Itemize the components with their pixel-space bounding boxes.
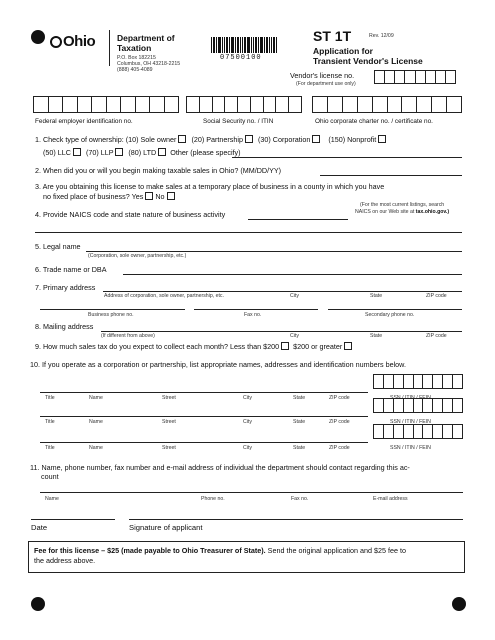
- department-name-line2: Taxation: [117, 43, 152, 53]
- date-input[interactable]: [31, 519, 115, 520]
- fee-notice-rest: Send the original application and $25 fee to: [265, 546, 406, 555]
- officer3-ssn-input[interactable]: [373, 424, 463, 439]
- officer1-col-street: Street: [162, 395, 176, 401]
- officer2-col-name: Name: [89, 419, 103, 425]
- charter-label: Ohio corporate charter no. / certificate no.: [315, 118, 433, 125]
- ownership-sole-option[interactable]: (10) Sole owner: [126, 135, 187, 144]
- fax-input[interactable]: [194, 309, 318, 310]
- ownership-llp-option[interactable]: (70) LLP: [86, 148, 123, 157]
- naics-website-link[interactable]: tax.ohio.gov.): [415, 209, 450, 215]
- officer1-col-name: Name: [89, 395, 103, 401]
- q3-no-checkbox[interactable]: [167, 192, 175, 200]
- officer2-ssn-label: SSN / ITIN / FEIN: [390, 419, 431, 425]
- trade-name-input[interactable]: [123, 274, 462, 275]
- ownership-ltd-option[interactable]: (80) LTD: [128, 148, 166, 157]
- mailing-address-sub-state: State: [370, 333, 383, 339]
- ownership-other-label: Other (please specify): [170, 148, 241, 157]
- secondary-phone-input[interactable]: [328, 309, 462, 310]
- ownership-partnership-option[interactable]: (20) Partnership: [191, 135, 253, 144]
- officer3-col-street: Street: [162, 445, 176, 451]
- ohio-seal-icon: [50, 36, 62, 48]
- signature-input[interactable]: [129, 519, 463, 520]
- officer3-col-city: City: [243, 445, 252, 451]
- start-date-input[interactable]: [320, 175, 462, 176]
- contact-line[interactable]: [40, 492, 463, 493]
- q3-yes-option[interactable]: Yes: [132, 192, 154, 201]
- ohio-logo: Ohio: [50, 33, 95, 50]
- officer3-line[interactable]: [40, 442, 368, 443]
- officer1-ssn-input[interactable]: [373, 374, 463, 389]
- naics-note-line1: (For the most current listings, search: [360, 202, 445, 208]
- q8-mailing-address-label: 8. Mailing address: [35, 322, 94, 331]
- business-phone-input[interactable]: [40, 309, 185, 310]
- signature-label: Signature of applicant: [129, 523, 203, 532]
- naics-note-line2: NAICS on our Web site at tax.ohio.gov.): [355, 209, 450, 215]
- registration-dot-bottom-right: [452, 597, 466, 611]
- officer3-ssn-label: SSN / ITIN / FEIN: [390, 445, 431, 451]
- officer2-col-state: State: [293, 419, 306, 425]
- ownership-nonprofit-option[interactable]: (150) Nonprofit: [328, 135, 386, 144]
- partnership-checkbox[interactable]: [245, 135, 253, 143]
- primary-address-sub-zip: ZIP code: [426, 293, 447, 299]
- department-name-line1: Department of: [117, 33, 175, 43]
- mailing-address-sub-city: City: [290, 333, 299, 339]
- mailing-address-input[interactable]: [101, 331, 462, 332]
- ssn-label: Social Security no. / ITIN: [203, 118, 274, 125]
- primary-address-input[interactable]: [103, 291, 462, 292]
- mailing-address-sub-zip: ZIP code: [426, 333, 447, 339]
- date-label: Date: [31, 523, 48, 532]
- ownership-corporation-option[interactable]: (30) Corporation: [258, 135, 320, 144]
- q7-primary-address-label: 7. Primary address: [35, 283, 96, 292]
- q11-contact-line1: 11. Name, phone number, fax number and e-mail address of individual the department should contact regarding this ac-: [30, 463, 410, 472]
- registration-dot-bottom-left: [31, 597, 45, 611]
- fax-label: Fax no.: [244, 312, 262, 318]
- officer1-col-title: Title: [45, 395, 55, 401]
- officer2-ssn-input[interactable]: [373, 398, 463, 413]
- naics-input[interactable]: [248, 219, 348, 220]
- business-phone-label: Business phone no.: [88, 312, 134, 318]
- form-revision: Rev. 12/09: [369, 33, 394, 39]
- barcode-number: 07500100: [220, 54, 262, 62]
- primary-address-sub-address: Address of corporation, sole owner, partnership, etc.: [104, 293, 224, 299]
- department-address2: Columbus, OH 43218-2215: [117, 61, 181, 67]
- fee-notice-bold: Fee for this license – $25 (made payable to Ohio Treasurer of State).: [34, 546, 266, 555]
- officer3-col-state: State: [293, 445, 306, 451]
- department-address1: P.O. Box 182215: [117, 55, 156, 61]
- ownership-llc-option[interactable]: (50) LLC: [43, 148, 81, 157]
- officer1-line[interactable]: [40, 392, 368, 393]
- less-than-200-checkbox[interactable]: [281, 342, 289, 350]
- nonprofit-checkbox[interactable]: [378, 135, 386, 143]
- q1-ownership-row1: 1. Check type of ownership: (10) Sole owner (20) Partnership (30) Corporation (150) Nonprofit: [35, 135, 386, 144]
- vendor-license-note: (For department use only): [296, 81, 356, 87]
- greater-than-200-option[interactable]: $200 or greater: [293, 342, 352, 351]
- officer3-col-title: Title: [45, 445, 55, 451]
- form-title-line1: Application for: [313, 46, 373, 56]
- header-divider: [109, 30, 110, 66]
- legal-name-note: (Corporation, sole owner, partnership, etc.): [88, 253, 187, 259]
- officer3-col-zip: ZIP code: [329, 445, 350, 451]
- primary-address-sub-city: City: [290, 293, 299, 299]
- mailing-address-sub-diff: (If different from above): [101, 333, 155, 339]
- ownership-other-input[interactable]: [232, 157, 462, 158]
- contact-col-email: E-mail address: [373, 496, 408, 502]
- corporation-checkbox[interactable]: [312, 135, 320, 143]
- contact-col-name: Name: [45, 496, 59, 502]
- form-id: ST 1T: [313, 28, 352, 44]
- q3-question-line1: 3. Are you obtaining this license to make sales at a temporary place of business in a county in which you have: [35, 182, 385, 191]
- legal-name-input[interactable]: [86, 251, 462, 252]
- fein-label: Federal employer identification no.: [35, 118, 133, 125]
- q6-trade-name-label: 6. Trade name or DBA: [35, 265, 107, 274]
- officer2-col-street: Street: [162, 419, 176, 425]
- llp-checkbox[interactable]: [115, 148, 123, 156]
- officer1-ssn-label: SSN / ITIN / FEIN: [390, 395, 431, 401]
- fein-input[interactable]: [33, 96, 179, 113]
- q3-no-option[interactable]: No: [155, 192, 174, 201]
- officer2-col-title: Title: [45, 419, 55, 425]
- officer1-col-city: City: [243, 395, 252, 401]
- vendor-license-label: Vendor's license no.: [290, 71, 355, 80]
- q4-naics-label: 4. Provide NAICS code and state nature of business activity: [35, 210, 226, 219]
- sole-owner-checkbox[interactable]: [178, 135, 186, 143]
- officer2-col-city: City: [243, 419, 252, 425]
- q11-contact-line2: count: [41, 472, 59, 481]
- ltd-checkbox[interactable]: [158, 148, 166, 156]
- barcode: [211, 37, 277, 53]
- q1-ownership-row2: [43, 148, 241, 157]
- q9-sales-tax-question: 9. How much sales tax do you expect to collect each month? Less than $200 $200 or greater: [35, 342, 352, 351]
- q5-legal-name-label: 5. Legal name: [35, 242, 81, 251]
- officer2-col-zip: ZIP code: [329, 419, 350, 425]
- officer2-line[interactable]: [40, 416, 368, 417]
- llc-checkbox[interactable]: [73, 148, 81, 156]
- q3-question-line2: no fixed place of business? Yes No: [43, 192, 175, 201]
- registration-dot-top-left: [31, 30, 45, 44]
- charter-input[interactable]: [312, 96, 462, 113]
- ssn-input[interactable]: [186, 96, 302, 113]
- officer1-col-zip: ZIP code: [329, 395, 350, 401]
- q3-yes-checkbox[interactable]: [145, 192, 153, 200]
- business-activity-input[interactable]: [35, 232, 462, 233]
- contact-col-phone: Phone no.: [201, 496, 225, 502]
- greater-than-200-checkbox[interactable]: [344, 342, 352, 350]
- department-phone: (888) 405-4089: [117, 67, 153, 73]
- officer3-col-name: Name: [89, 445, 103, 451]
- form-title-line2: Transient Vendor's License: [313, 56, 423, 66]
- contact-col-fax: Fax no.: [291, 496, 309, 502]
- q2-start-date-label: 2. When did you or will you begin making taxable sales in Ohio? (MM/DD/YY): [35, 166, 282, 175]
- fee-notice-line1: [34, 546, 459, 556]
- fee-notice-line2: the address above.: [34, 556, 96, 565]
- primary-address-sub-state: State: [370, 293, 383, 299]
- fee-notice: [28, 541, 465, 573]
- secondary-phone-label: Secondary phone no.: [365, 312, 415, 318]
- q10-officers-label: 10. If you operate as a corporation or partnership, list appropriate names, addresses and identification numbers below.: [30, 360, 406, 369]
- officer1-col-state: State: [293, 395, 306, 401]
- vendor-license-input[interactable]: [374, 70, 456, 84]
